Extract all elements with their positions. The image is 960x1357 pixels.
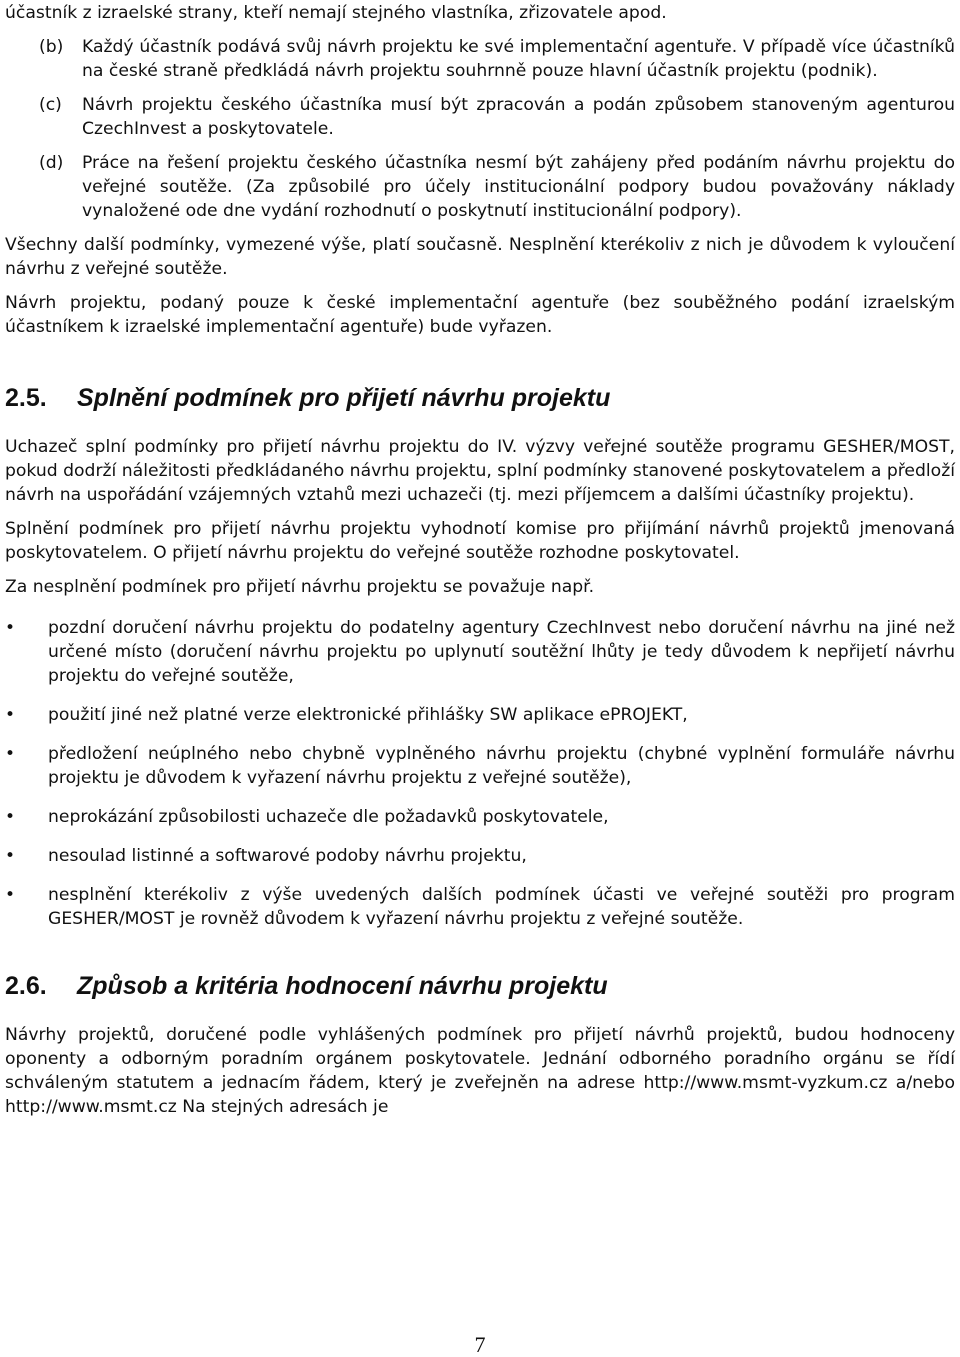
paragraph-rejected: Návrh projektu, podaný pouze k české implementační agentuře (bez souběžného podání izraelským účastníkem k izraelské implementační agentuře) bude vyřazen. (5, 293, 955, 337)
section-number: 2.6. (5, 972, 47, 1000)
condition-item-b (5, 35, 955, 83)
section-heading-2-6 (5, 971, 955, 1001)
condition-list (5, 35, 955, 223)
bullet-list (5, 616, 955, 931)
list-item (5, 805, 955, 829)
list-item-text: pozdní doručení návrhu projektu do podatelny agentury CzechInvest nebo doručení návrhu na jiné než určené místo (doručení návrhu projektu po uplynutí soutěžní lhůty je tedy důvodem k nepřijetí návrhu projektu do veřejné soutěže, (48, 618, 955, 686)
list-item-text: nesplnění kterékoliv z výše uvedených dalších podmínek účasti ve veřejné soutěži pro program GESHER/MOST je rovněž důvodem k vyřazení návrhu projektu z veřejné soutěže. (48, 885, 955, 929)
condition-item-c (5, 93, 955, 141)
list-item-text: neprokázání způsobilosti uchazeče dle požadavků poskytovatele, (48, 807, 609, 827)
bullet-icon: • (5, 705, 16, 725)
list-item (5, 742, 955, 790)
section-number: 2.5. (5, 384, 47, 412)
bullet-icon: • (5, 744, 16, 764)
condition-marker: (c) (39, 95, 62, 115)
list-item-text: předložení neúplného nebo chybně vyplněného návrhu projektu (chybné vyplnění formuláře návrhu projektu je důvodem k vyřazení návrhu projektu z veřejné soutěže), (48, 744, 955, 788)
list-item (5, 844, 955, 868)
list-item-text: nesoulad listinné a softwarové podoby návrhu projektu, (48, 846, 527, 866)
bullet-icon: • (5, 846, 16, 866)
list-item-text: použití jiné než platné verze elektronické přihlášky SW aplikace ePROJEKT, (48, 705, 688, 725)
condition-marker: (d) (39, 153, 64, 173)
section-heading-2-5 (5, 383, 955, 413)
bullet-icon: • (5, 885, 16, 905)
condition-marker: (b) (39, 37, 64, 57)
condition-text: Práce na řešení projektu českého účastníka nesmí být zahájeny před podáním návrhu projektu do veřejné soutěže. (Za způsobilé pro účely institucionální podpory budou považovány náklady vynaložené ode dne vydání rozhodnutí o poskytnutí institucionální podpory). (82, 153, 955, 221)
document-page (5, 1, 955, 1129)
section-title: Splnění podmínek pro přijetí návrhu projektu (77, 384, 611, 412)
paragraph-evaluation-committee: Splnění podmínek pro přijetí návrhu projektu vyhodnotí komise pro přijímání návrhů projektů jmenovaná poskytovatelem. O přijetí návrhu projektu do veřejné soutěže rozhodne poskytovatel. (5, 519, 955, 563)
section-title: Způsob a kritéria hodnocení návrhu projektu (77, 972, 608, 1000)
page-number: 7 (474, 1332, 486, 1357)
paragraph-evaluation: Návrhy projektů, doručené podle vyhlášených podmínek pro přijetí návrhů projektů, budou hodnoceny oponenty a odborným poradním orgánem poskytovatele. Jednání odborného poradního orgánu se řídí schváleným statutem a jednacím řádem, který je zveřejněn na adrese http://www.msmt-vyzkum.cz a/nebo http://www.msmt.cz Na stejných adresách je (5, 1025, 955, 1117)
condition-text: Každý účastník podává svůj návrh projektu ke své implementační agentuře. V případě více účastníků na české straně předkládá návrh projektu souhrnně pouze hlavní účastník projektu (podnik). (82, 37, 955, 81)
bullet-icon: • (5, 618, 16, 638)
bullet-icon: • (5, 807, 16, 827)
list-item (5, 616, 955, 688)
condition-text: Návrh projektu českého účastníka musí být zpracován a podán způsobem stanoveným agenturou CzechInvest a poskytovatele. (82, 95, 955, 139)
paragraph-acceptance-conditions: Uchazeč splní podmínky pro přijetí návrhu projektu do IV. výzvy veřejné soutěže programu GESHER/MOST, pokud dodrží náležitosti předkládaného návrhu projektu, splní podmínky stanovené poskytovatelem a předloží návrh na uspořádání vzájemných vztahů mezi uchazeči (tj. mezi příjemcem a dalšími účastníky projektu). (5, 437, 955, 505)
list-item (5, 883, 955, 931)
condition-item-d (5, 151, 955, 223)
list-item (5, 703, 955, 727)
paragraph-non-fulfilment: Za nesplnění podmínek pro přijetí návrhu projektu se považuje např. (5, 577, 595, 597)
continued-line: účastník z izraelské strany, kteří nemají stejného vlastníka, zřizovatele apod. (5, 3, 667, 23)
paragraph-all-conditions: Všechny další podmínky, vymezené výše, platí současně. Nesplnění kterékoliv z nich je důvodem k vyloučení návrhu z veřejné soutěže. (5, 235, 955, 279)
